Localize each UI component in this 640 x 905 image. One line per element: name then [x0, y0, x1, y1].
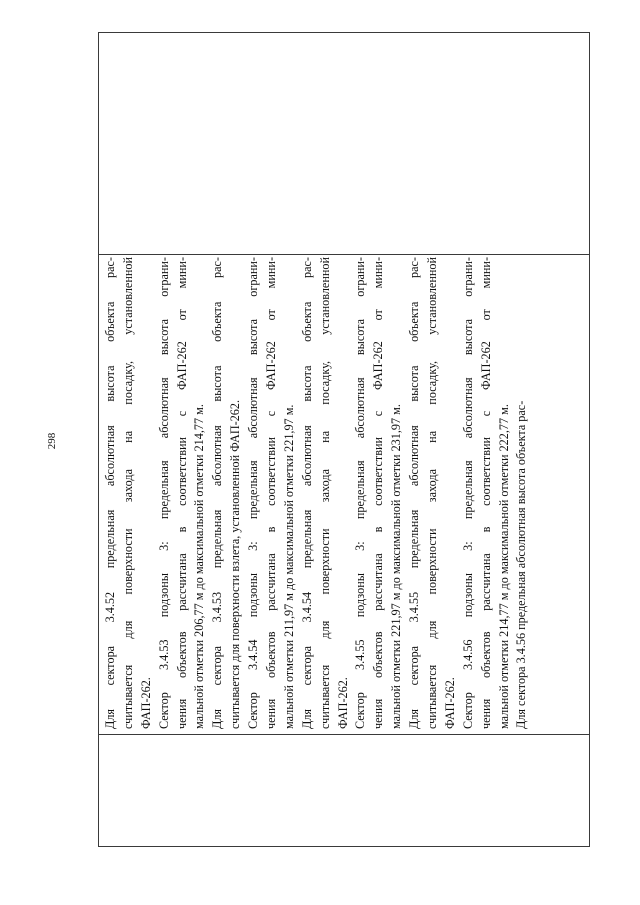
text-line: считывается для поверхности взлета, установленной ФАП-262. [228, 399, 243, 729]
text-line: мальной отметки 206,77 м до максимальной отметки 214,77 м. [192, 404, 207, 729]
text-line: Сектор 3.4.55 подзоны 3: предельная абсолютная высота ограни- [353, 257, 368, 729]
text-line: Для сектора 3.4.56 предельная абсолютная высота объекта рас- [514, 400, 529, 729]
text-line: мальной отметки 214,77 м до максимальной отметки 222,77 м. [496, 404, 511, 729]
page-number-text: 298 [46, 432, 58, 450]
table-row-divider [99, 734, 589, 735]
text-line: Сектор 3.4.54 подзоны 3: предельная абсолютная высота ограни- [246, 257, 261, 729]
text-line: Для сектора 3.4.52 предельная абсолютная высота объекта рас- [103, 257, 117, 729]
text-line: чения объектов рассчитана в соответствии с ФАП-262 от мини- [174, 257, 189, 729]
text-line: мальной отметки 211,97 м до максимальной отметки 221,97 м. [281, 404, 296, 729]
text-line: Для сектора 3.4.53 предельная абсолютная высота объекта рас- [210, 257, 225, 729]
rotated-text-block [98, 253, 590, 733]
text-line: считывается для поверхности захода на посадку, установленной [425, 257, 440, 729]
text-line: ФАП-262. [138, 677, 153, 729]
text-line: Сектор 3.4.56 подзоны 3: предельная абсолютная высота ограни- [460, 257, 475, 729]
text-line: мальной отметки 221,97 м до максимальной отметки 231,97 м. [389, 404, 404, 729]
table-cell-text [98, 253, 590, 733]
text-line: ФАП-262. [335, 677, 350, 729]
text-line: Для сектора 3.4.54 предельная абсолютная высота объекта рас- [299, 257, 314, 729]
text-line: ФАП-262. [442, 677, 457, 729]
text-line: Для сектора 3.4.55 предельная абсолютная высота объекта рас- [407, 257, 422, 729]
text-line: чения объектов рассчитана в соответствии с ФАП-262 от мини- [264, 257, 279, 729]
text-line: Сектор 3.4.53 подзоны 3: предельная абсолютная высота ограни- [156, 257, 171, 729]
text-line: считывается для поверхности захода на посадку, установленной [120, 257, 135, 729]
text-line: считывается для поверхности захода на посадку, установленной [317, 257, 332, 729]
text-line: чения объектов рассчитана в соответствии с ФАП-262 от мини- [478, 257, 493, 729]
text-line: чения объектов рассчитана в соответствии с ФАП-262 от мини- [371, 257, 386, 729]
